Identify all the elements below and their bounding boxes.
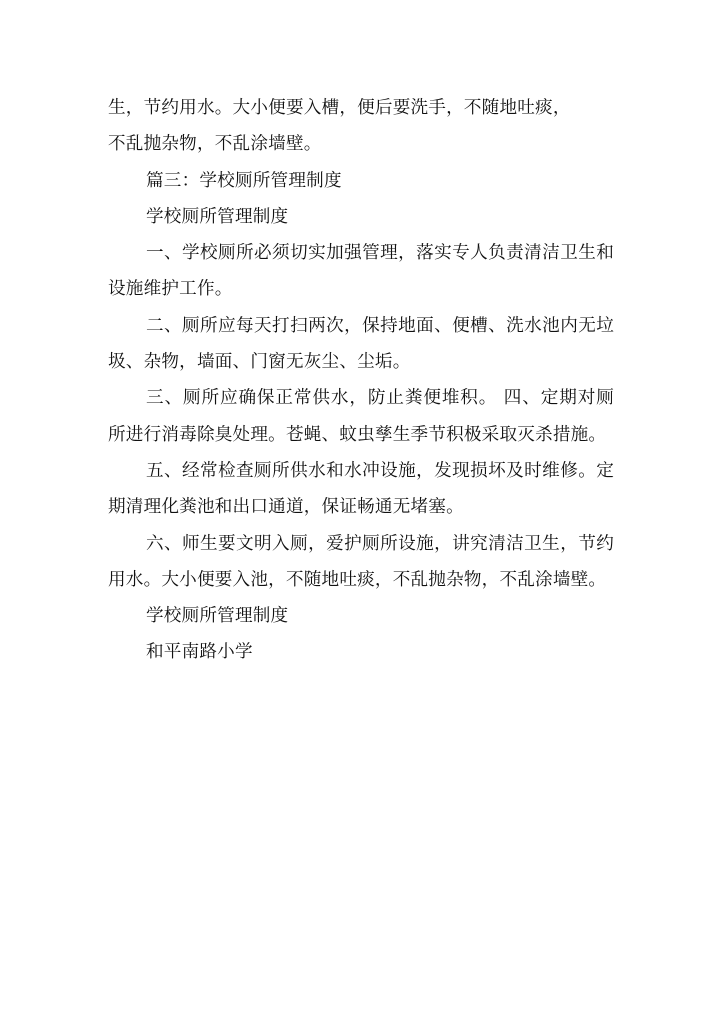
rule-paragraph-5: 五、经常检查厕所供水和水冲设施，发现损坏及时维修。定期清理化粪池和出口通道，保证畅通无堵塞。 (108, 460, 614, 518)
school-name: 和平南路小学 (146, 642, 253, 663)
closing-title: 学校厕所管理制度 (146, 606, 289, 627)
text-line: 不乱抛杂物，不乱涂墙壁。 (108, 134, 322, 155)
rule-paragraph-6: 六、师生要文明入厕，爱护厕所设施，讲究清洁卫生，节约用水。大小便要入池，不随地吐痰，不乱抛杂物，不乱涂墙壁。 (108, 533, 614, 590)
rule-paragraph-3-4: 三、厕所应确保正常供水，防止粪便堆积。 四、定期对厕所进行消毒除臭处理。苍蝇、蚊虫孳生季节积极采取灭杀措施。 (108, 388, 614, 445)
rule-paragraph-1: 一、学校厕所必须切实加强管理，落实专人负责清洁卫生和设施维护工作。 (108, 243, 614, 300)
document-title: 学校厕所管理制度 (146, 206, 289, 227)
document-body (108, 90, 614, 671)
section-heading: 篇三：学校厕所管理制度 (146, 170, 342, 191)
continued-paragraph (108, 90, 614, 163)
text-line: 生，节约用水。大小便要入槽，便后要洗手，不随地吐痰， (108, 98, 571, 118)
rule-paragraph-2: 二、厕所应每天打扫两次，保持地面、便槽、洗水池内无垃圾、杂物，墙面、门窗无灰尘、尘垢。 (108, 315, 614, 373)
